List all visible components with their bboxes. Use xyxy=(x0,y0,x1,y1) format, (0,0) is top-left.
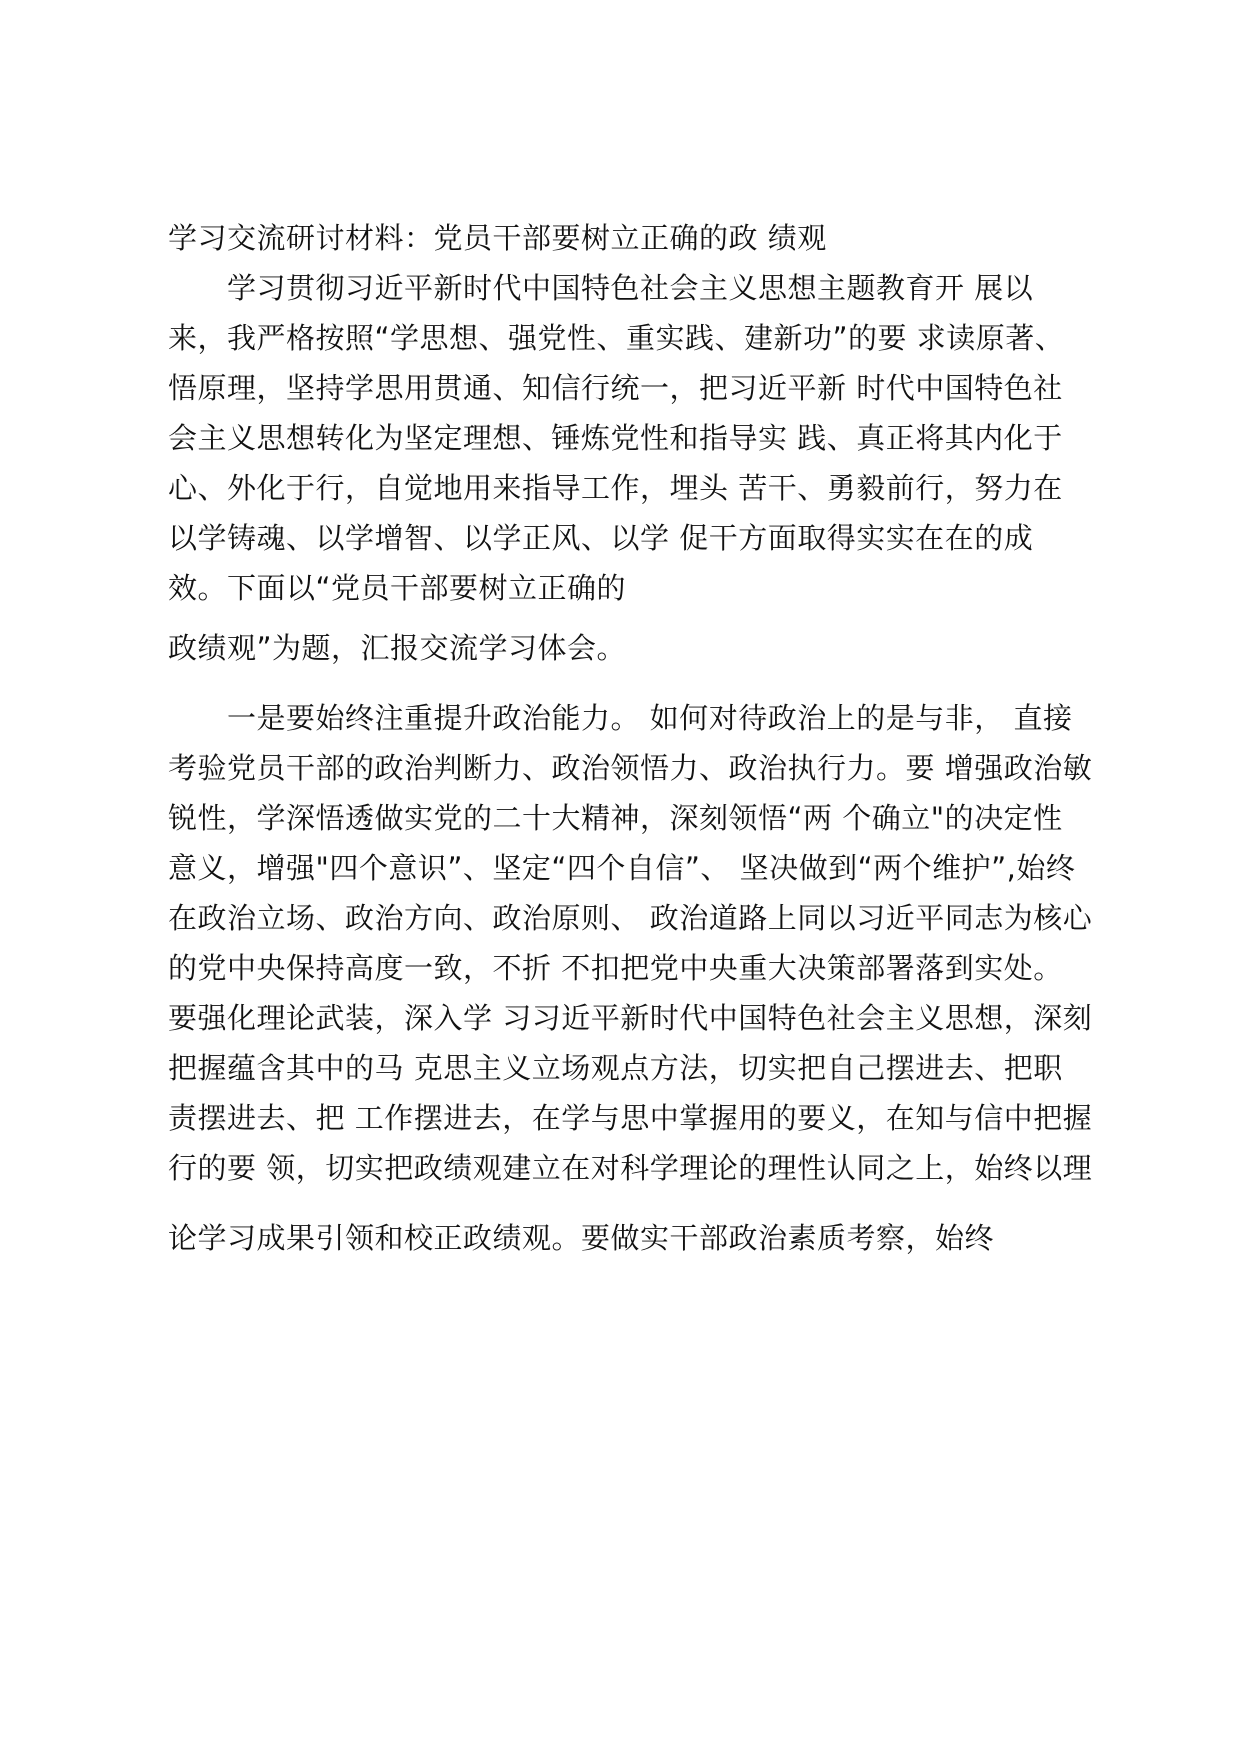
text-line: 行的要 领，切实把政绩观建立在对科学理论的理性认同之上，始终以理 xyxy=(168,1151,1093,1185)
text-line: 会主义思想转化为坚定理想、锤炼党性和指导实 践、真正将其内化于 xyxy=(168,421,1063,455)
text-line: 来，我严格按照“学思想、强党性、重实践、建新功”的要 求读原著、 xyxy=(168,321,1065,355)
text-line: 政绩观”为题，汇报交流学习体会。 xyxy=(168,631,627,665)
text-line: 的党中央保持高度一致，不折 不扣把党中央重大决策部署落到实处。 xyxy=(168,951,1063,985)
text-line: 在政治立场、政治方向、政治原则、 政治道路上同以习近平同志为核心 xyxy=(168,901,1093,935)
text-line: 锐性，学深悟透做实党的二十大精神，深刻领悟“两 个确立"的决定性 xyxy=(168,801,1063,835)
document-title: 学习交流研讨材料：党员干部要树立正确的政 绩观 xyxy=(168,221,827,255)
text-line: 一是要始终注重提升政治能力。 如何对待政治上的是与非， 直接 xyxy=(168,701,1073,735)
text-line: 责摆进去、把 工作摆进去，在学与思中掌握用的要义，在知与信中把握 xyxy=(168,1101,1093,1135)
text-line: 心、外化于行，自觉地用来指导工作，埋头 苦干、勇毅前行，努力在 xyxy=(168,471,1063,505)
text-line: 以学铸魂、以学增智、以学正风、以学 促干方面取得实实在在的成 xyxy=(168,521,1034,555)
text-line: 要强化理论武装，深入学 习习近平新时代中国特色社会主义思想，深刻 xyxy=(168,1001,1093,1035)
text-line: 意义，增强"四个意识”、坚定“四个自信”、 坚决做到“两个维护”,始终 xyxy=(168,851,1076,885)
text-line: 学习贯彻习近平新时代中国特色社会主义思想主题教育开 展以 xyxy=(168,271,1034,305)
text-line: 论学习成果引领和校正政绩观。要做实干部政治素质考察，始终 xyxy=(168,1221,995,1255)
text-line: 悟原理，坚持学思用贯通、知信行统一，把习近平新 时代中国特色社 xyxy=(168,371,1063,405)
text-line: 效。下面以“党员干部要树立正确的 xyxy=(168,571,627,605)
text-line: 把握蕴含其中的马 克思主义立场观点方法，切实把自己摆进去、把职 xyxy=(168,1051,1063,1085)
text-line: 考验党员干部的政治判断力、政治领悟力、政治执行力。要 增强政治敏 xyxy=(168,751,1093,785)
